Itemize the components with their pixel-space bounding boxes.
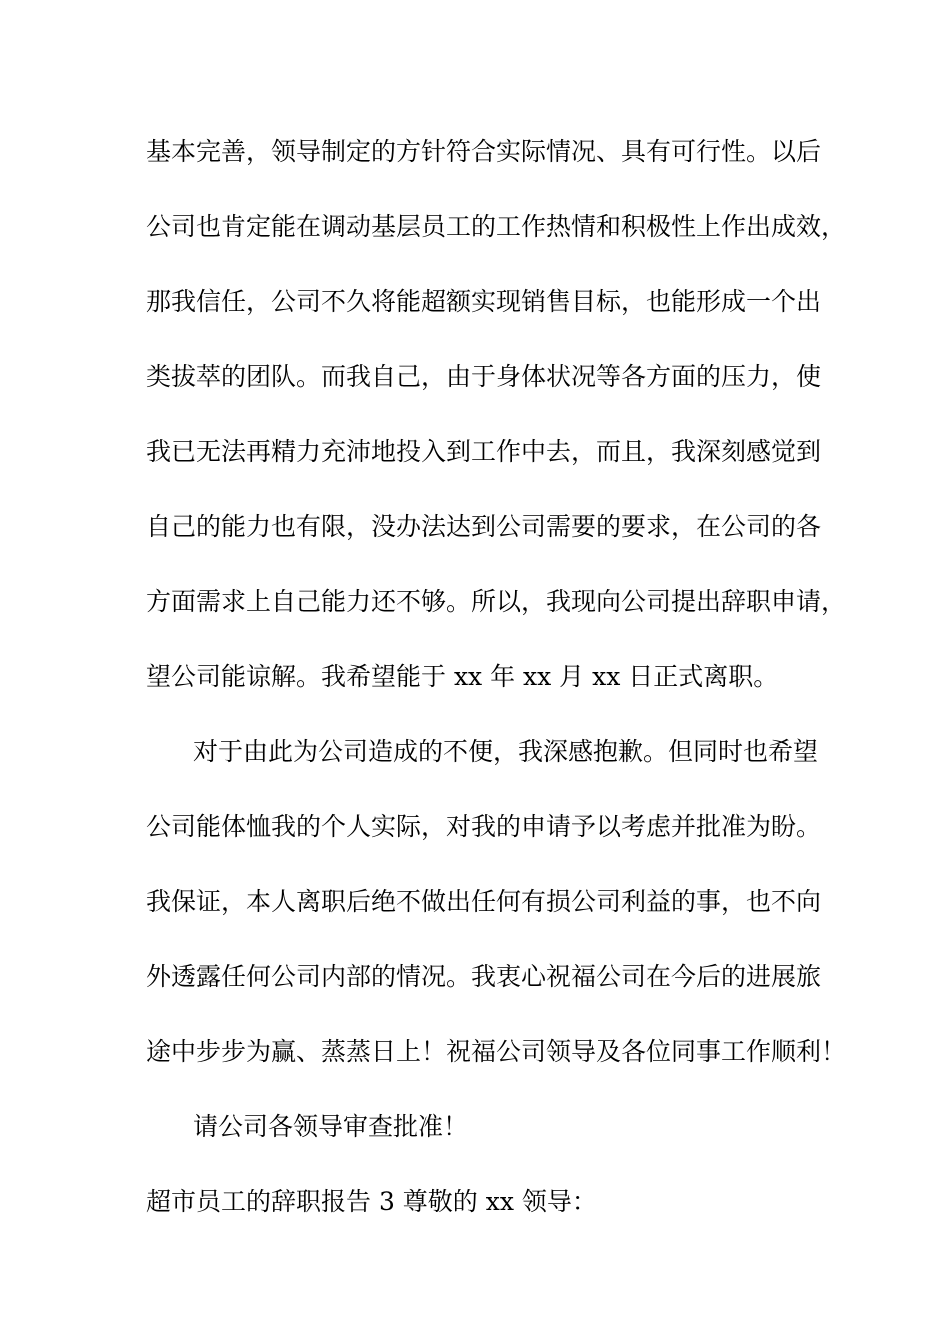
paragraph-line: 方面需求上自己能力还不够。所以，我现向公司提出辞职申请， xyxy=(146,587,847,616)
paragraph-line: 类拔萃的团队。而我自己，由于身体状况等各方面的压力，使 xyxy=(146,362,822,391)
paragraph-line: 外透露任何公司内部的情况。我衷心祝福公司在今后的进展旅 xyxy=(146,962,822,991)
paragraph-line: 公司能体恤我的个人实际，对我的申请予以考虑并批准为盼。 xyxy=(146,812,822,841)
paragraph-line: 对于由此为公司造成的不便，我深感抱歉。但同时也希望 xyxy=(193,737,819,766)
paragraph-line: 望公司能谅解。我希望能于 xx 年 xx 月 xx 日正式离职。 xyxy=(146,662,779,691)
paragraph-line: 基本完善，领导制定的方针符合实际情况、具有可行性。以后 xyxy=(146,137,822,166)
paragraph-line: 我保证，本人离职后绝不做出任何有损公司利益的事，也不向 xyxy=(146,887,822,916)
paragraph-line: 公司也肯定能在调动基层员工的工作热情和积极性上作出成效， xyxy=(146,212,847,241)
paragraph-line: 那我信任，公司不久将能超额实现销售目标，也能形成一个出 xyxy=(146,287,822,316)
paragraph-line: 我已无法再精力充沛地投入到工作中去，而且，我深刻感觉到 xyxy=(146,437,822,466)
paragraph-line: 途中步步为赢、蒸蒸日上！祝福公司领导及各位同事工作顺利！ xyxy=(146,1037,847,1066)
paragraph-line: 自己的能力也有限，没办法达到公司需要的要求，在公司的各 xyxy=(146,512,822,541)
heading-line: 超市员工的辞职报告 3 尊敬的 xx 领导： xyxy=(146,1187,597,1216)
paragraph-line: 请公司各领导审查批准！ xyxy=(193,1112,469,1141)
